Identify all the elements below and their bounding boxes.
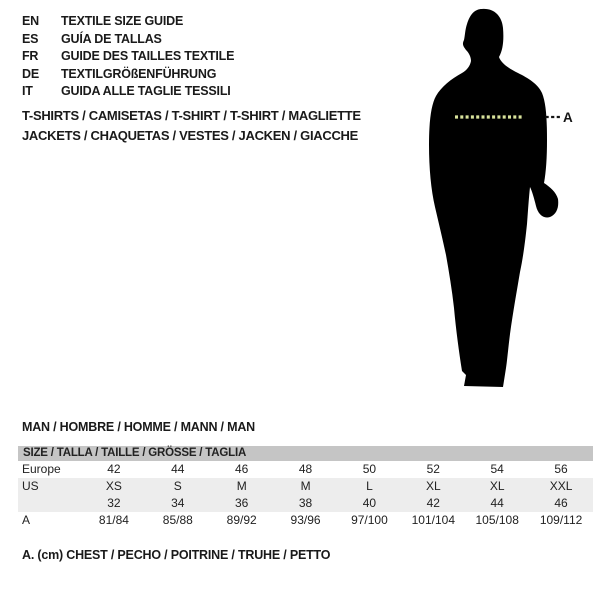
- category-lines: [22, 106, 361, 145]
- size-cell: S: [173, 479, 182, 493]
- size-cell: 40: [362, 496, 377, 510]
- language-title: GUIDE DES TAILLES TEXTILE: [61, 49, 235, 63]
- language-code: DE: [22, 66, 39, 81]
- size-table: [18, 446, 593, 529]
- size-cell: 36: [235, 496, 249, 510]
- size-cell: 93/96: [290, 513, 321, 527]
- size-cell: 38: [298, 496, 313, 510]
- language-title: TEXTILE SIZE GUIDE: [61, 14, 184, 28]
- size-cell: 46: [235, 462, 249, 476]
- size-cell: 32: [107, 496, 121, 510]
- man-silhouette-figure: [420, 0, 592, 400]
- language-title: GUÍA DE TALLAS: [61, 31, 162, 46]
- measure-label-a: A: [563, 110, 573, 125]
- table-row-numeric: [18, 495, 593, 512]
- size-cell: M: [300, 479, 311, 493]
- size-cell: M: [236, 479, 247, 493]
- size-cell: 54: [490, 462, 504, 476]
- size-cell: XL: [489, 479, 505, 493]
- category-jackets: JACKETS / CHAQUETAS / VESTES / JACKEN / GIACCHE: [22, 127, 358, 143]
- size-cell: 44: [171, 462, 185, 476]
- category-tshirts: T-SHIRTS / CAMISETAS / T-SHIRT / T-SHIRT / MAGLIETTE: [22, 108, 361, 123]
- language-row: [22, 66, 234, 84]
- section-title-man: MAN / HOMBRE / HOMME / MANN / MAN: [22, 420, 255, 434]
- size-cell: 42: [426, 496, 440, 510]
- size-cell: 52: [426, 462, 440, 476]
- size-cell: 105/108: [475, 513, 519, 527]
- size-table-header: SIZE / TALLA / TAILLE / GRÖSSE / TAGLIA: [18, 446, 593, 461]
- size-cell: 56: [554, 462, 568, 476]
- language-row: [22, 83, 234, 101]
- size-cell: 89/92: [226, 513, 257, 527]
- size-cell: XS: [105, 479, 122, 493]
- table-row-us: [18, 478, 593, 495]
- table-row-europe: [18, 461, 593, 478]
- measurement-footnote: A. (cm) CHEST / PECHO / POITRINE / TRUHE / PETTO: [22, 548, 331, 562]
- size-cell: 97/100: [351, 513, 388, 527]
- row-label: A: [22, 513, 31, 527]
- size-cell: 85/88: [162, 513, 193, 527]
- size-cell: 48: [298, 462, 313, 476]
- size-cell: 42: [107, 462, 121, 476]
- language-title: TEXTILGRÖßENFÜHRUNG: [61, 66, 217, 81]
- language-title: GUIDA ALLE TAGLIE TESSILI: [61, 84, 231, 98]
- language-code: FR: [22, 49, 39, 63]
- row-label: US: [22, 479, 39, 493]
- size-cell: 109/112: [539, 513, 583, 527]
- size-cell: 81/84: [98, 513, 129, 527]
- size-cell: 44: [490, 496, 504, 510]
- language-row: [22, 48, 234, 66]
- row-label: [18, 495, 82, 512]
- language-code: EN: [22, 14, 39, 28]
- language-code: ES: [22, 31, 39, 46]
- size-cell: 46: [554, 496, 568, 510]
- language-code: IT: [22, 84, 33, 98]
- size-cell: 50: [362, 462, 377, 476]
- language-list: [22, 13, 234, 101]
- man-silhouette: [429, 9, 558, 387]
- size-cell: L: [366, 479, 373, 493]
- size-cell: XXL: [549, 479, 573, 493]
- size-cell: XL: [425, 479, 441, 493]
- language-row: [22, 31, 234, 49]
- size-cell: 101/104: [411, 513, 455, 527]
- size-cell: 34: [171, 496, 185, 510]
- row-label: Europe: [22, 462, 61, 476]
- table-row-chest-a: [18, 512, 593, 529]
- language-row: [22, 13, 234, 31]
